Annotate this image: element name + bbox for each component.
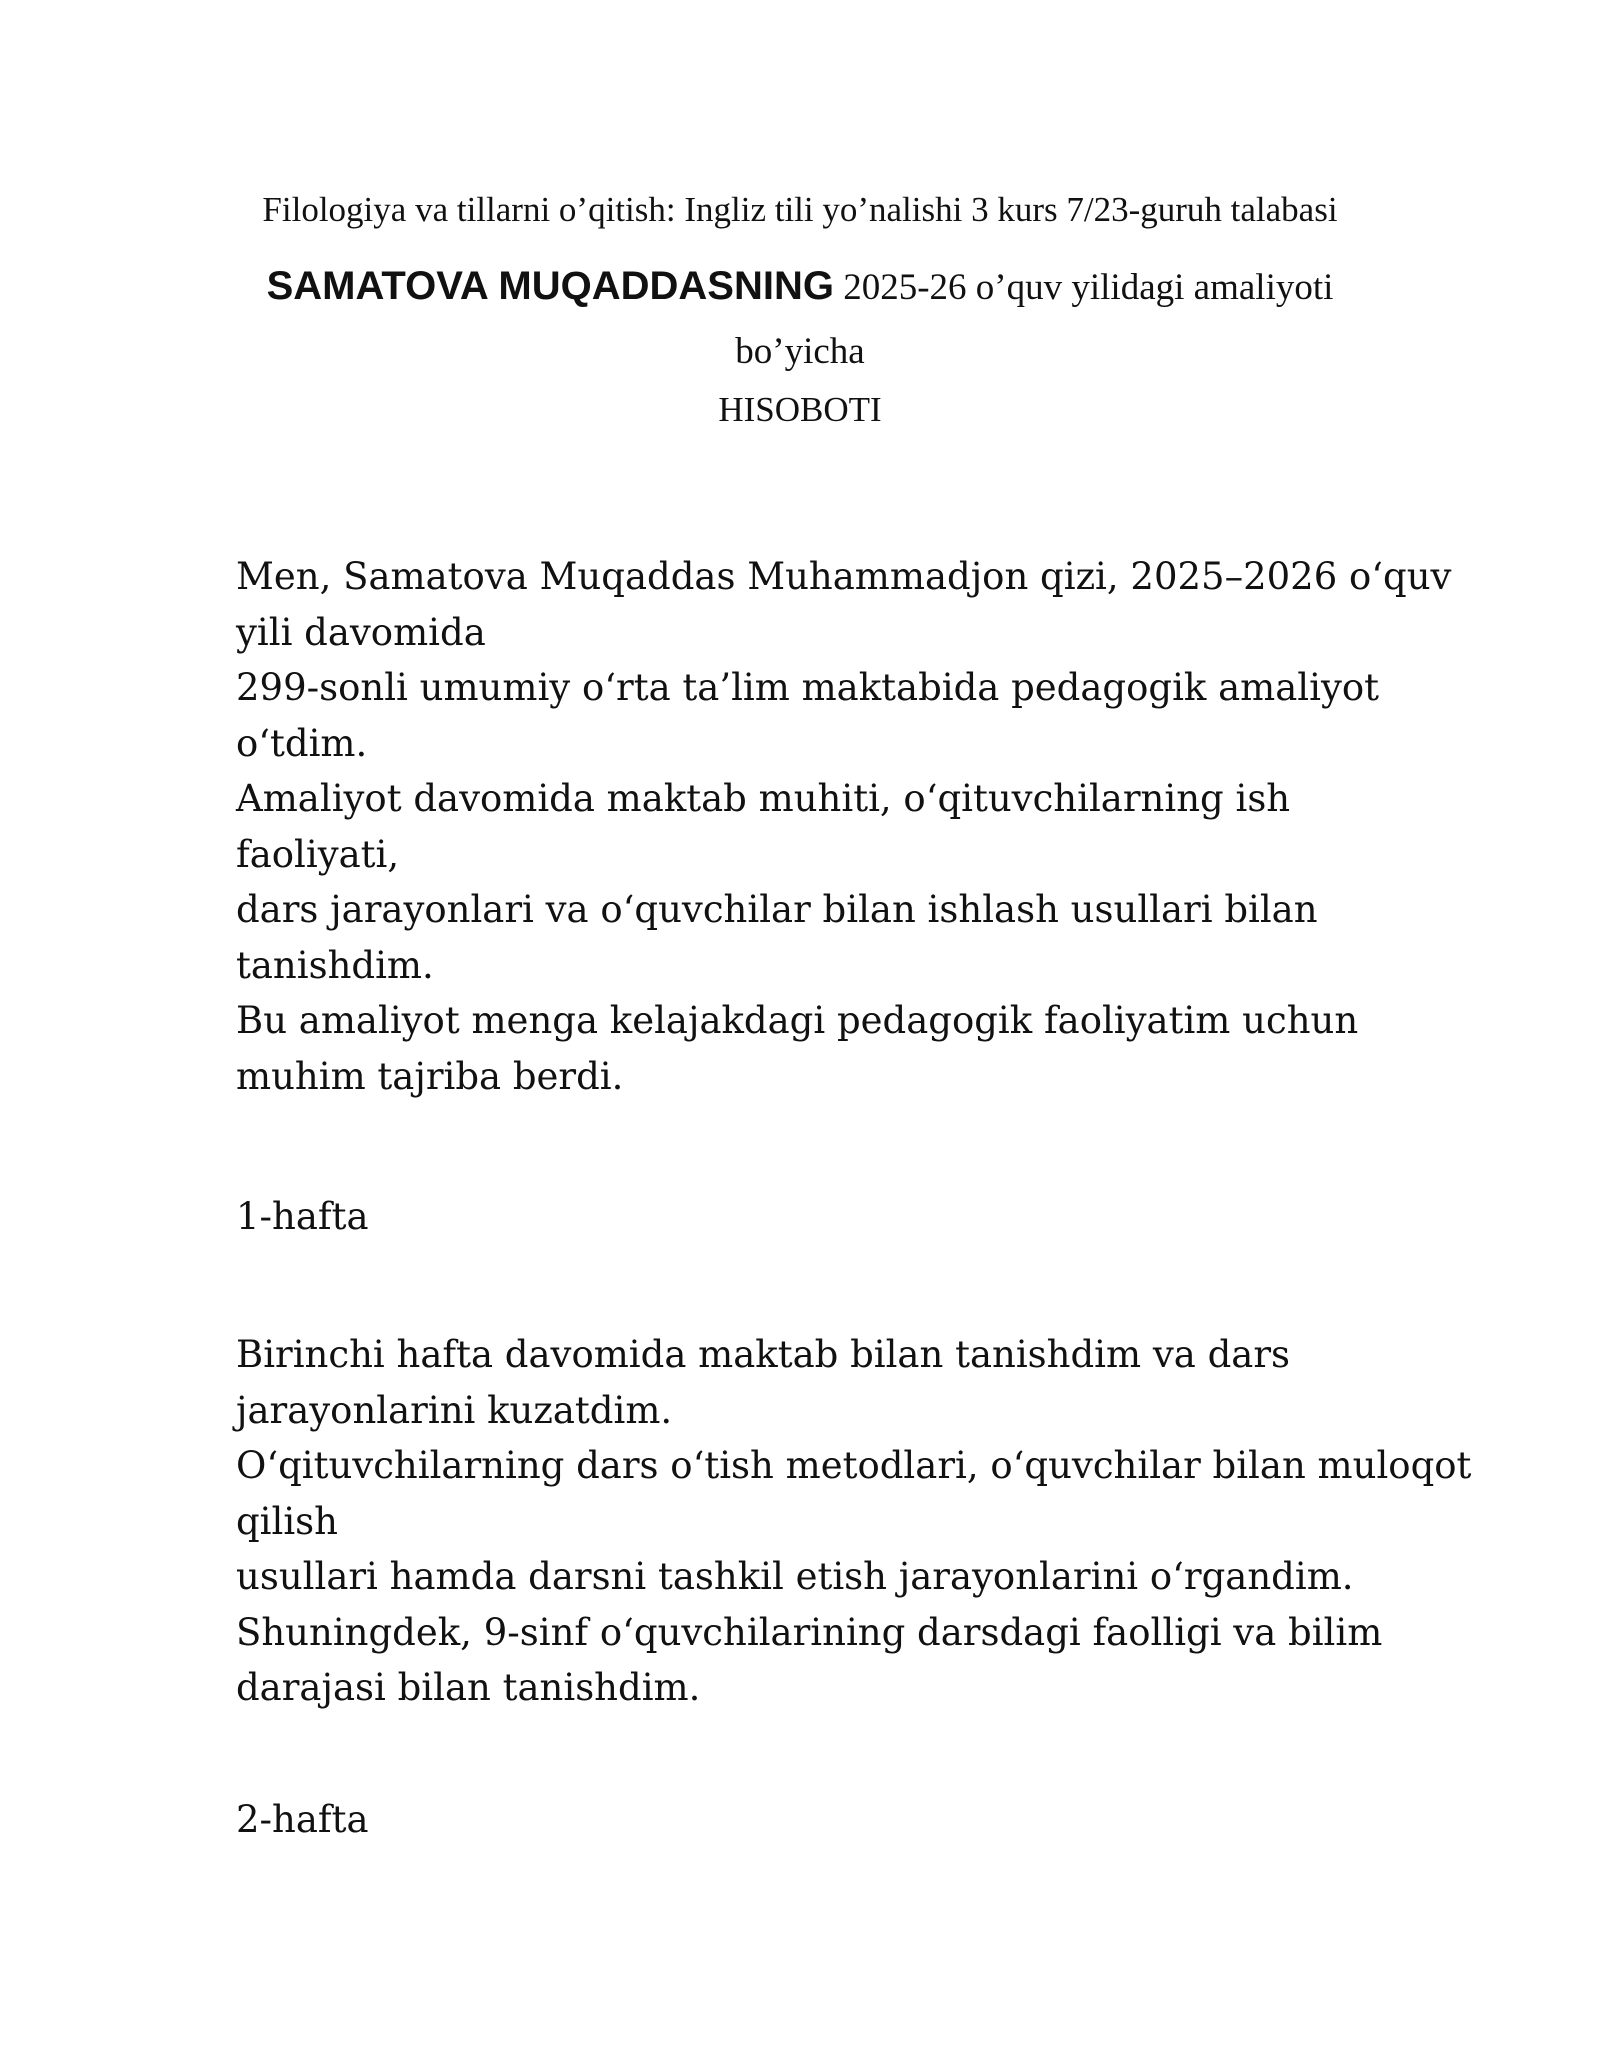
week2-heading: 2-hafta <box>236 1798 369 1841</box>
week1-line: O‘qituvchilarning dars o‘tish metodlari, o‘quvchilar bilan muloqot <box>236 1444 1472 1487</box>
document-subtitle: Filologiya va tillarni o’qitish: Ingliz tili yo’nalishi 3 kurs 7/23-guruh talabasi <box>262 190 1338 229</box>
intro-line: yili davomida <box>236 610 486 654</box>
intro-line: faoliyati, <box>236 832 400 876</box>
intro-line: 299-sonli umumiy o‘rta ta’lim maktabida pedagogik amaliyot <box>236 666 1380 709</box>
intro-line: Men, Samatova Muqaddas Muhammadjon qizi, 2025–2026 o‘quv <box>236 555 1452 598</box>
report-heading: HISOBOTI <box>718 390 882 429</box>
intro-line: tanishdim. <box>236 943 434 987</box>
intro-line: muhim tajriba berdi. <box>236 1054 624 1098</box>
intro-line: o‘tdim. <box>236 721 368 765</box>
title-academic-year: 2025-26 o’quv yilidagi amaliyoti <box>833 267 1334 308</box>
document-title <box>200 254 1400 384</box>
week1-line: Shuningdek, 9-sinf o‘quvchilarining darsdagi faolligi va bilim <box>236 1610 1383 1654</box>
student-name-title: SAMATOVA MUQADDASNING <box>266 264 834 308</box>
week1-line: darajasi bilan tanishdim. <box>236 1666 701 1709</box>
week1-heading: 1-hafta <box>236 1195 369 1238</box>
title-bo-yicha: bo’yicha <box>735 331 865 372</box>
week1-line: Birinchi hafta davomida maktab bilan tanishdim va dars <box>236 1333 1290 1376</box>
intro-line: dars jarayonlari va o‘quvchilar bilan ishlash usullari bilan <box>236 888 1318 931</box>
week1-line: qilish <box>236 1499 339 1543</box>
intro-paragraph <box>236 549 1452 1104</box>
intro-line: Amaliyot davomida maktab muhiti, o‘qituvchilarning ish <box>236 777 1291 820</box>
week1-line: usullari hamda darsni tashkil etish jarayonlarini o‘rgandim. <box>236 1555 1354 1598</box>
intro-line: Bu amaliyot menga kelajakdagi pedagogik faoliyatim uchun <box>236 999 1359 1042</box>
week1-line: jarayonlarini kuzatdim. <box>236 1388 673 1432</box>
week1-paragraph <box>236 1327 1472 1716</box>
